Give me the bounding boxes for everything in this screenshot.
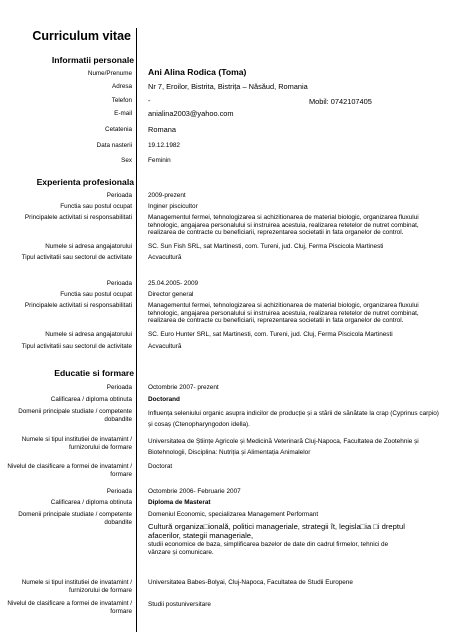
edu2-subjects-line2: Cultură organiza□ională, politici manageriale, strategii ît, legisla□ia □i dreptul afacerilor, stategii manageriale, — [148, 522, 405, 540]
full-name: Ani Alina Rodica (Toma) — [148, 67, 247, 77]
edu1-subjects-label: Domenii principale studiate / competente dobandite — [18, 408, 132, 423]
job2-employer: SC. Euro Hunter SRL, sat Martinesti, com. Tureni, jud. Cluj, Ferma Piscicola Martinesti — [148, 331, 393, 338]
citizenship-value: Romana — [148, 125, 176, 134]
job1-activities-label: Principalele activitati si responsabilitati — [24, 214, 132, 221]
job1-sector-label: Tipul activitatii sau sectorul de activitate — [21, 254, 132, 261]
edu1-period-label: Perioada — [106, 384, 132, 391]
job1-employer: SC. Sun Fish SRL, sat Martinesti, com. Tureni, jud. Cluj, Ferma Piscicola Martinesti — [148, 243, 384, 250]
edu1-institution-label: Numele si tipul institutiei de invatamint / furnizorului de formare — [21, 436, 132, 451]
edu1-subjects: Influența seleniului organic asupra indicilor de producție și a stării de sănătate la crap (Cyprinus carpio) și cosaș (Ctenopharyngodon idella). — [148, 410, 439, 428]
cv-title: Curriculum vitae — [32, 29, 131, 43]
edu2-period-label: Perioada — [106, 488, 132, 495]
citizenship-label: Cetatenia — [105, 126, 132, 133]
edu2-institution: Universitatea Babes-Bolyai, Cluj-Napoca, Facultatea de Studii Europene — [148, 579, 353, 586]
job2-sector-label: Tipul activitatii sau sectorul de activitate — [21, 343, 132, 350]
job2-activities: Managementul fermei, tehnologizarea si achizitionarea de material biologic, organizarea fluxului tehnologic, angajarea personalului si instruirea acestuia, realizarea retetelor de nutret combinat, realizarea de contracte cu beneficiarii, reprezentarea societatii in fata organelor de control. — [148, 302, 419, 325]
sex-label: Sex — [121, 157, 132, 164]
phone-value: - — [148, 96, 151, 105]
address-label: Adresa — [112, 83, 132, 90]
edu2-qualification: Diploma de Masterat — [148, 499, 211, 506]
edu2-subjects-label: Domenii principale studiate / competente dobandite — [18, 511, 132, 526]
job1-position-label: Functia sau postul ocupat — [60, 203, 132, 210]
mobile-value: Mobil: 0742107405 — [309, 97, 372, 106]
edu1-institution: Universitatea de Științe Agricole și Medicină Veterinară Cluj-Napoca, Facultatea de Zootehnie și Biotehnologii, Disciplina: Nutriția și Alimentația Animalelor — [148, 438, 419, 456]
job1-period: 2009-prezent — [148, 192, 186, 199]
job1-period-label: Perioada — [106, 192, 132, 199]
job1-position: Inginer piscicultor — [148, 203, 198, 210]
section-education: Educatie si formare — [54, 368, 134, 378]
address-value: Nr 7, Eroilor, Bistrita, Bistrița – Năsăud, Romania — [148, 82, 308, 91]
edu2-subjects-line1: Domeniul Economic, specializarea Management Performant — [148, 511, 319, 518]
phone-label: Telefon — [111, 97, 132, 104]
job2-period: 25.04.2005- 2009 — [148, 280, 199, 287]
job2-sector: Acvacultură — [148, 343, 182, 350]
edu1-qualification-label: Calificarea / diploma obtinuta — [50, 396, 132, 403]
edu2-subjects-line3: studii economice de baza, simplificarea bazelor de date din cadrul firmelor, tehnici de vânzare și comunicare. — [148, 541, 389, 556]
section-personal-info: Informatii personale — [51, 55, 134, 65]
job2-employer-label: Numele si adresa angajatorului — [45, 331, 132, 338]
edu1-qualification: Doctorand — [148, 396, 180, 403]
job2-activities-label: Principalele activitati si responsabilitati — [24, 302, 132, 309]
edu2-institution-label: Numele si tipul institutiei de invatamint / furnizorului de formare — [21, 579, 132, 594]
email-value[interactable]: anialina2003@yahoo.com — [148, 109, 234, 118]
edu2-period: Octombrie 2006- Februarie 2007 — [148, 488, 241, 495]
column-divider — [136, 28, 137, 632]
sex-value: Feminin — [148, 157, 171, 164]
job1-activities: Managementul fermei, tehnologizarea si achizitionarea de material biologic, organizarea fluxului tehnologic, angajarea personalului si instruirea acestuia, realizarea retetelor de nutret combinat, realizarea de contracte cu beneficiarii, reprezentarea societatii in fata organelor de control. — [148, 214, 419, 237]
job2-period-label: Perioada — [106, 280, 132, 287]
name-label: Nume/Prenume — [87, 70, 132, 77]
job2-position: Director general — [148, 291, 194, 298]
edu2-level-label: Nivelul de clasificare a formei de invatamint / formare — [7, 600, 132, 615]
email-label: E-mail — [114, 110, 132, 117]
job2-position-label: Functia sau postul ocupat — [60, 291, 132, 298]
edu1-period: Octombrie 2007- prezent — [148, 384, 219, 391]
job1-sector: Acvacultură — [148, 254, 182, 261]
edu2-level: Studii postuniversitare — [148, 601, 211, 608]
job1-employer-label: Numele si adresa angajatorului — [45, 243, 132, 250]
edu2-qualification-label: Calificarea / diploma obtinuta — [50, 499, 132, 506]
edu1-level: Doctorat — [148, 463, 173, 470]
section-experience: Experienta profesionala — [36, 177, 134, 187]
birthdate-value: 19.12.1982 — [148, 142, 180, 149]
birthdate-label: Data nasterii — [96, 142, 132, 149]
edu1-level-label: Nivelul de clasificare a formei de invatamint / formare — [7, 463, 132, 478]
